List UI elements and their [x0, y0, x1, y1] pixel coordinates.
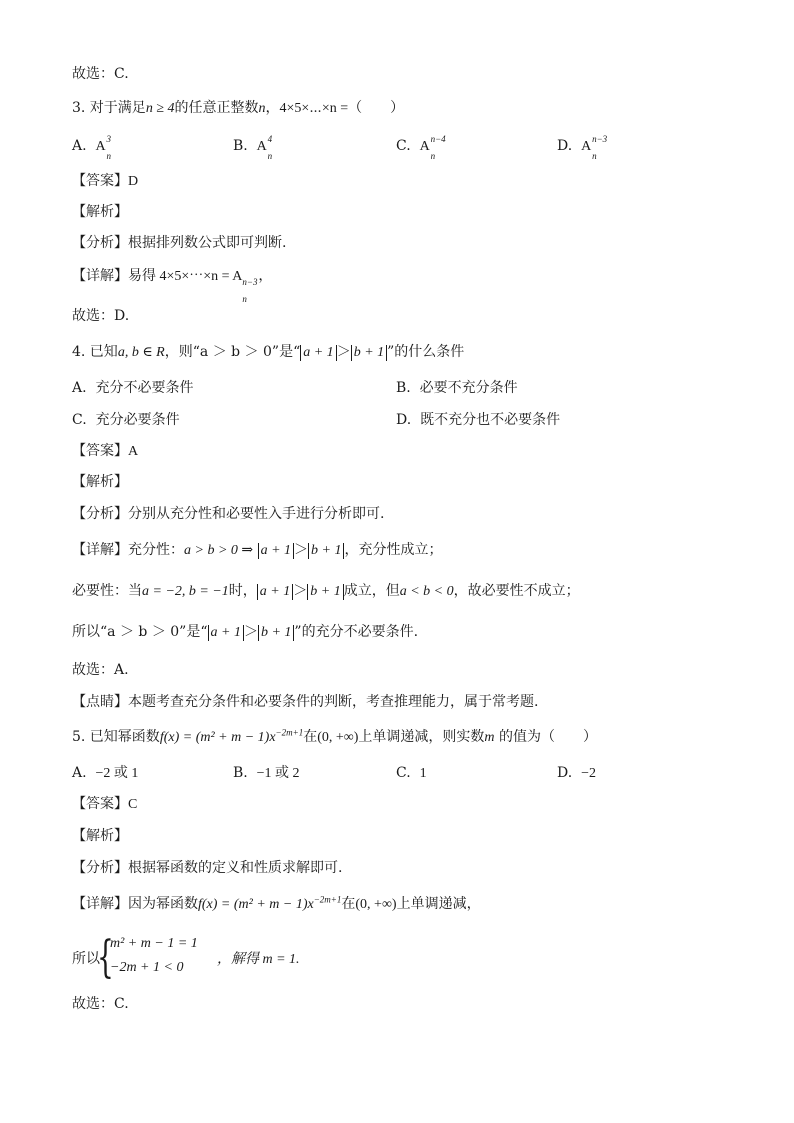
analysis-heading: 【解析】: [72, 474, 128, 490]
question-3-stem: 3. 对于满足n ≥ 4的任意正整数n，4×5×⋯×n =（ ）: [72, 100, 405, 116]
left-brace-icon: {: [97, 932, 114, 983]
option-a: A. 充分不必要条件: [72, 380, 194, 396]
necessity-line: 必要性：当a = −2, b = −1时， a + 1 ＞ b + 1 成立，但a < b < 0，故必要性不成立；: [72, 583, 580, 599]
option-b: B. 必要不充分条件: [396, 380, 518, 396]
analysis-heading: 【解析】: [72, 828, 128, 844]
option-a: A. A 3 n: [72, 134, 111, 161]
detailed-solution: 【详解】因为幂函数$f(x) = (m^2 + m - 1)x^{-2m+1}$在(0, +∞)上单调递减，: [72, 894, 481, 912]
answer-choice-line: 故选：C.: [72, 66, 129, 82]
answer-choice-line: 故选：D.: [72, 308, 130, 324]
option-c: C. A n−4 n: [396, 134, 446, 161]
answer-choice-line: 故选：A.: [72, 662, 129, 678]
answer-line: 【答案】D: [72, 173, 139, 189]
analysis-heading: 【解析】: [72, 204, 128, 220]
option-d: D. 既不充分也不必要条件: [396, 412, 561, 428]
option-b: B. −1 或 2: [233, 765, 300, 781]
option-b: B. A 4 n: [233, 134, 273, 161]
detailed-solution: 【详解】易得 4×5×⋯×n = A n−3 n ，: [72, 268, 273, 304]
question-4-stem: 4. 已知a, b ∈ R，则“a ＞ b ＞ 0”是“ a + 1 ＞ b + 1 ”的什么条件: [72, 344, 465, 360]
answer-choice-line: 故选：C.: [72, 996, 129, 1012]
answer-line: 【答案】C: [72, 796, 138, 812]
question-5-stem: 5. 已知幂函数$f(x) = (m^2 + m - 1)x^{-2m+1}$在(0, +∞)上单调递减，则实数m 的值为（ ）: [72, 727, 597, 745]
option-c: C. 充分必要条件: [72, 412, 180, 428]
option-c: C. 1: [396, 765, 427, 781]
option-d: D. A n−3 n: [557, 134, 608, 161]
option-a: A. −2 或 1: [72, 765, 139, 781]
conclusion-line: 所以“a ＞ b ＞ 0”是“ a + 1 ＞ b + 1 ”的充分不必要条件.: [72, 624, 419, 640]
analysis-summary: 【分析】分别从充分性和必要性入手进行分析即可.: [72, 506, 385, 522]
analysis-summary: 【分析】根据幂函数的定义和性质求解即可.: [72, 860, 343, 876]
option-d: D. −2: [557, 765, 596, 781]
answer-line: 【答案】A: [72, 443, 139, 459]
detailed-solution: 【详解】充分性：a > b > 0 ⇒ a + 1 ＞ b + 1 ，充分性成立；: [72, 542, 443, 558]
comment-line: 【点睛】本题考查充分条件和必要条件的判断，考查推理能力，属于常考题.: [72, 694, 539, 710]
analysis-summary: 【分析】根据排列数公式即可判断.: [72, 235, 287, 251]
